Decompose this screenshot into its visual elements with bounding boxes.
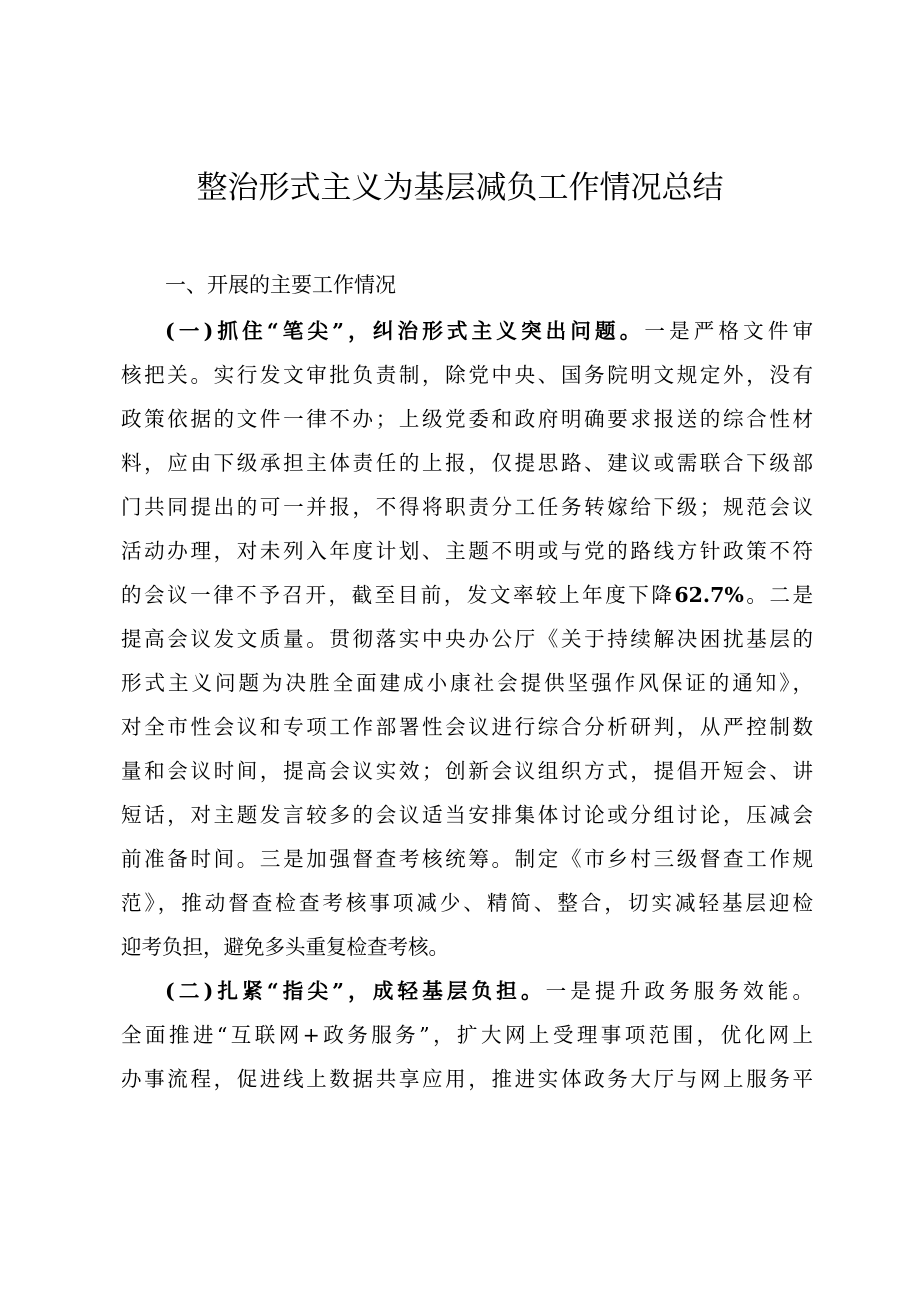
paragraph-line: 提高会议发文质量。贯彻落实中央办公厅《关于持续解决困扰基层的: [121, 627, 813, 651]
paragraph-line: 范》，推动督查检查考核事项减少、精简、整合，切实减轻基层迎检: [121, 891, 813, 915]
paragraph-lead: (二)扎紧“指尖”，成轻基层负担。: [165, 979, 546, 1003]
paragraph-line: 全面推进“互联网+政务服务”，扩大网上受理事项范围，优化网上: [121, 1023, 813, 1047]
paragraph-line: 对全市性会议和专项工作部署性会议进行综合分析研判，从严控制数: [121, 715, 813, 739]
section-heading: 一、开展的主要工作情况: [165, 273, 396, 297]
paragraph-line: 料，应由下级承担主体责任的上报，仅提思路、建议或需联合下级部: [121, 451, 813, 475]
paragraph-line: 门共同提出的可一并报，不得将职责分工任务转嫁给下级；规范会议: [121, 495, 813, 519]
paragraph-lead: (一)抓住“笔尖”，纠治形式主义突出问题。: [165, 319, 645, 343]
paragraph-2: [121, 969, 813, 1101]
paragraph-line: 活动办理，对未列入年度计划、主题不明或与党的路线方针政策不符: [121, 539, 813, 563]
paragraph-line: (二)扎紧“指尖”，成轻基层负担。一是提升政务服务效能。: [165, 979, 813, 1003]
paragraph-line: 量和会议时间，提高会议实效；创新会议组织方式，提倡开短会、讲: [121, 759, 813, 783]
paragraph-line: 核把关。实行发文审批负责制，除党中央、国务院明文规定外，没有: [121, 363, 813, 387]
paragraph-line: (一)抓住“笔尖”，纠治形式主义突出问题。一是严格文件审: [165, 319, 813, 343]
paragraph-line: 的会议一律不予召开，截至目前，发文率较上年度下降62.7%。二是: [121, 583, 813, 607]
paragraph-line: 办事流程，促进线上数据共享应用，推进实体政务大厅与网上服务平: [121, 1067, 813, 1091]
paragraph-line: 短话，对主题发言较多的会议适当安排集体讨论或分组讨论，压减会: [121, 803, 813, 827]
paragraph-line: 政策依据的文件一律不办；上级党委和政府明确要求报送的综合性材: [121, 407, 813, 431]
document-title: 整治形式主义为基层减负工作情况总结: [196, 170, 724, 206]
paragraph-line: 迎考负担，避免多头重复检查考核。: [121, 935, 449, 959]
paragraph-line: 形式主义问题为决胜全面建成小康社会提供坚强作风保证的通知》，: [121, 671, 813, 695]
paragraph-line: 前准备时间。三是加强督查考核统筹。制定《市乡村三级督查工作规: [121, 847, 813, 871]
paragraph-1: [121, 309, 813, 969]
statistic-value: 62.7%: [674, 583, 744, 607]
